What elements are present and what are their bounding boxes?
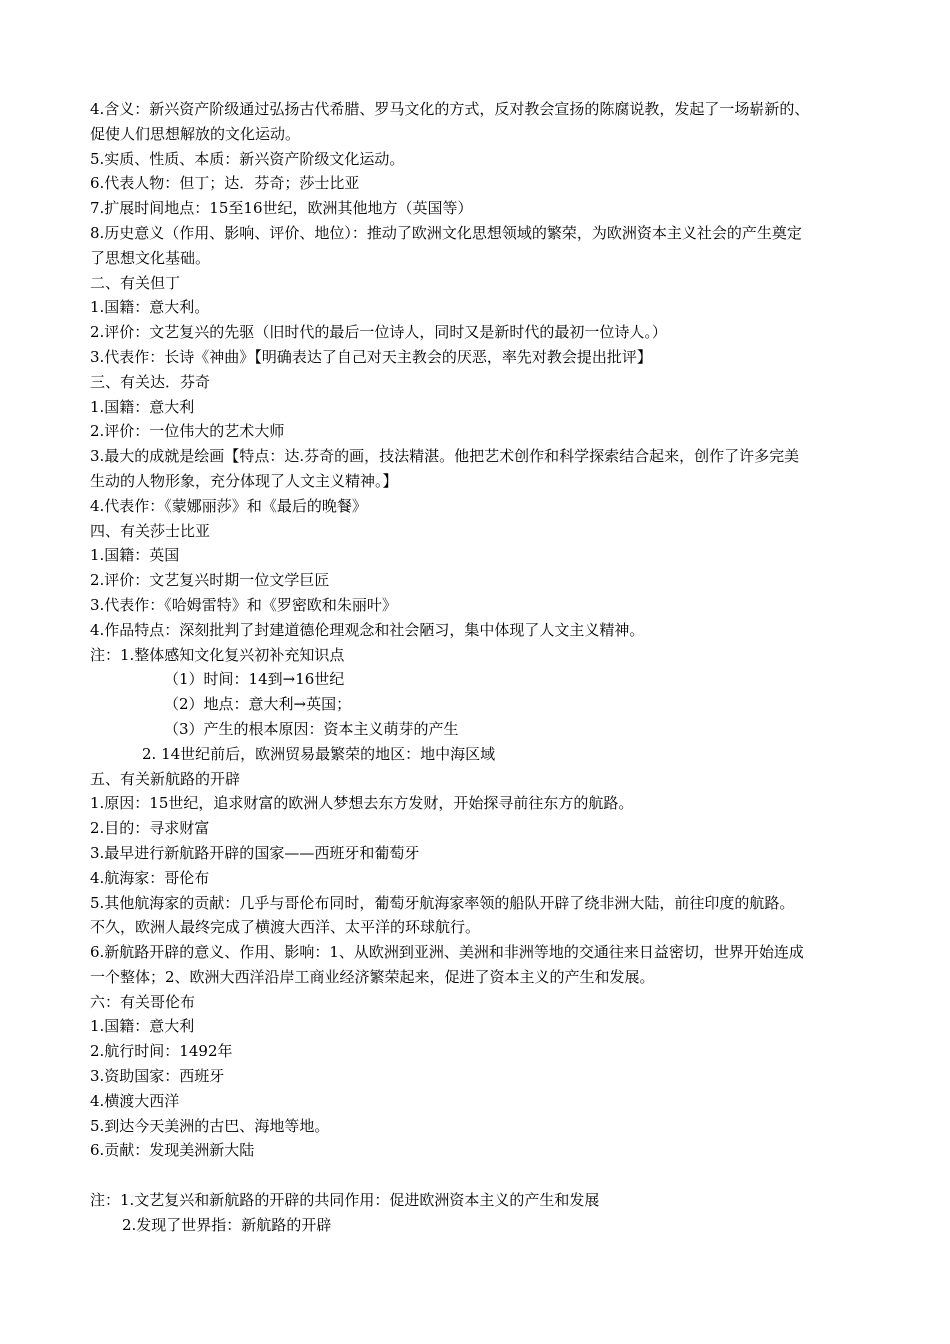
text-line: 5.到达今天美洲的古巴、海地等地。 [90, 1116, 330, 1135]
text-line: 2.评价：一位伟大的艺术大师 [90, 422, 285, 441]
text-line: 7.扩展时间地点：15至16世纪，欧洲其他地方（英国等） [90, 199, 473, 218]
text-line: 生动的人物形象，充分体现了人文主义精神。】 [90, 471, 398, 490]
text-line: 6.新航路开辟的意义、作用、影响：1、从欧洲到亚洲、美洲和非洲等地的交通往来日益密切，世界开始连成 [90, 943, 804, 962]
text-line: 1.原因：15世纪，追求财富的欧洲人梦想去东方发财，开始探寻前往东方的航路。 [90, 794, 634, 813]
text-line: 4.代表作：《蒙娜丽莎》和《最后的晚餐》 [90, 496, 367, 515]
text-line: 1.国籍：意大利 [90, 397, 195, 416]
text-line: 6.贡献：发现美洲新大陆 [90, 1141, 255, 1160]
text-line: 2.目的：寻求财富 [90, 819, 210, 838]
text-line: 2.评价：文艺复兴时期一位文学巨匠 [90, 571, 330, 590]
section-heading: 二、有关但丁 [90, 273, 181, 292]
note-line: 注：1.文艺复兴和新航路的开辟的共同作用：促进欧洲资本主义的产生和发展 [90, 1191, 600, 1210]
text-line: 一个整体；2、欧洲大西洋沿岸工商业经济繁荣起来，促进了资本主义的产生和发展。 [90, 967, 655, 986]
note-item: 2. 14世纪前后，欧洲贸易最繁荣的地区：地中海区域 [142, 744, 496, 763]
text-line: 4.含义：新兴资产阶级通过弘扬古代希腊、罗马文化的方式，反对教会宣扬的陈腐说教，发起了一场崭新的、 [90, 100, 810, 118]
text-line: 2.评价：文艺复兴的先驱（旧时代的最后一位诗人，同时又是新时代的最初一位诗人。） [90, 323, 667, 342]
text-line: 6.代表人物：但丁；达．芬奇；莎士比亚 [90, 174, 360, 193]
blank-line [90, 1163, 925, 1188]
document-page [90, 97, 925, 1238]
text-line: 1.国籍：英国 [90, 546, 180, 565]
text-line: 了思想文化基础。 [90, 248, 211, 267]
text-line: 3.代表作：《哈姆雷特》和《罗密欧和朱丽叶》 [90, 595, 397, 614]
text-line: 3.资助国家：西班牙 [90, 1067, 225, 1086]
text-line: 不久，欧洲人最终完成了横渡大西洋、太平洋的环球航行。 [90, 918, 481, 937]
text-line: 3.最大的成就是绘画【特点：达.芬奇的画，技法精湛。他把艺术创作和科学探索结合起来，创作了许多完美 [90, 447, 800, 466]
text-line: 4.航海家：哥伦布 [90, 868, 210, 887]
section-heading: 三、有关达．芬奇 [90, 372, 211, 391]
text-line: 4.作品特点：深刻批判了封建道德伦理观念和社会陋习，集中体现了人文主义精神。 [90, 620, 645, 639]
note-subitem: （2）地点：意大利→英国； [164, 695, 352, 714]
text-line: 8.历史意义（作用、影响、评价、地位）：推动了欧洲文化思想领域的繁荣，为欧洲资本主义社会的产生奠定 [90, 223, 802, 242]
text-line: 3.代表作：长诗《神曲》【明确表达了自己对天主教会的厌恶，率先对教会提出批评】 [90, 347, 652, 366]
text-line: 1.国籍：意大利 [90, 1017, 195, 1036]
note-line: 注：1.整体感知文化复兴初补充知识点 [90, 645, 345, 664]
text-line: 促使人们思想解放的文化运动。 [90, 124, 301, 143]
text-line: 4.横渡大西洋 [90, 1091, 180, 1110]
note-subitem: （1）时间：14到→16世纪 [164, 670, 345, 689]
text-line: 3.最早进行新航路开辟的国家——西班牙和葡萄牙 [90, 843, 420, 862]
text-line: 5.其他航海家的贡献：几乎与哥伦布同时，葡萄牙航海家率领的船队开辟了绕非洲大陆，前往印度的航路。 [90, 893, 795, 912]
section-heading: 五、有关新航路的开辟 [90, 769, 241, 788]
section-heading: 四、有关莎士比亚 [90, 521, 211, 540]
section-heading: 六：有关哥伦布 [90, 992, 196, 1011]
text-line: 2.航行时间：1492年 [90, 1042, 233, 1061]
text-line: 1.国籍：意大利。 [90, 298, 210, 317]
text-line: 5.实质、性质、本质：新兴资产阶级文化运动。 [90, 149, 405, 168]
note-item: 2.发现了世界指：新航路的开辟 [122, 1215, 332, 1234]
note-subitem: （3）产生的根本原因：资本主义萌芽的产生 [164, 719, 459, 738]
